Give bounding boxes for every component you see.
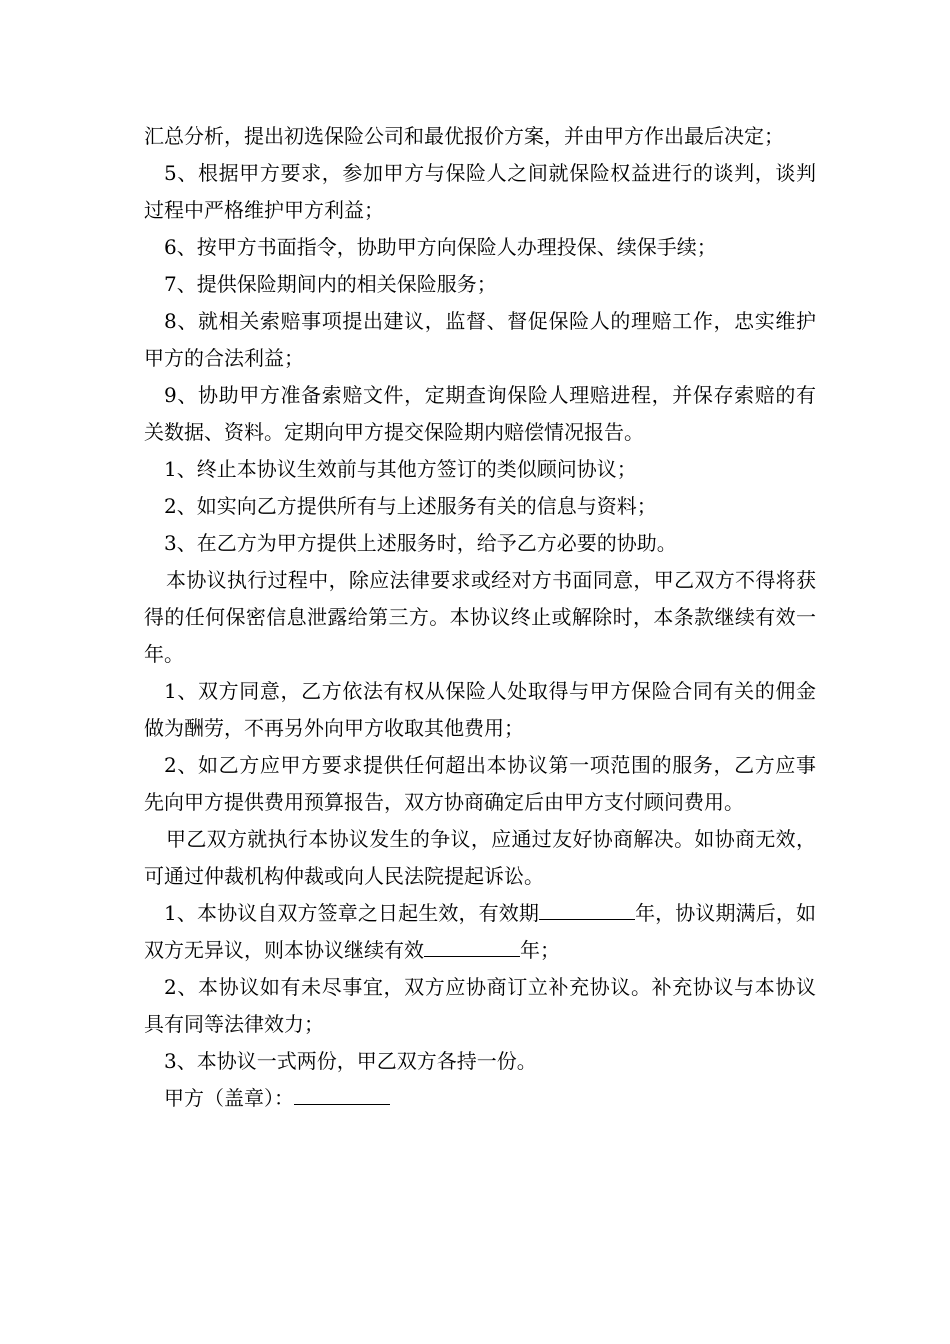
term-text-3: 年；	[520, 938, 560, 962]
paragraph-item-9: 9、协助甲方准备索赔文件，定期查询保险人理赔进程，并保存索赔的有关数据、资料。定期向甲方提交保险期内赔偿情况报告。	[144, 383, 816, 444]
paragraph-item-5: 5、根据甲方要求，参加甲方与保险人之间就保险权益进行的谈判，谈判过程中严格维护甲方利益；	[144, 161, 816, 222]
paragraph-confidentiality: 本协议执行过程中，除应法律要求或经对方书面同意，甲乙双方不得将获得的任何保密信息泄露给第三方。本协议终止或解除时，本条款继续有效一年。	[144, 568, 816, 666]
paragraph-obligation-2: 2、如实向乙方提供所有与上述服务有关的信息与资料；	[164, 494, 657, 518]
paragraph-item-8: 8、就相关索赔事项提出建议，监督、督促保险人的理赔工作，忠实维护甲方的合法利益；	[144, 309, 816, 370]
signature-label: 甲方（盖章）：	[164, 1086, 294, 1110]
paragraph-copies: 3、本协议一式两份，甲乙双方各持一份。	[164, 1049, 537, 1073]
paragraph-obligation-1: 1、终止本协议生效前与其他方签订的类似顾问协议；	[164, 457, 637, 481]
paragraph-continuation: 汇总分析，提出初选保险公司和最优报价方案，并由甲方作出最后决定；	[144, 124, 784, 148]
paragraph-supplement: 2、本协议如有未尽事宜，双方应协商订立补充协议。补充协议与本协议具有同等法律效力；	[144, 975, 816, 1036]
term-text-1: 1、本协议自双方签章之日起生效，有效期	[164, 901, 539, 925]
term-years-blank[interactable]	[539, 898, 635, 920]
paragraph-item-6: 6、按甲方书面指令，协助甲方向保险人办理投保、续保手续；	[164, 235, 717, 259]
paragraph-item-7: 7、提供保险期间内的相关保险服务；	[164, 272, 497, 296]
paragraph-term	[144, 895, 816, 969]
paragraph-dispute: 甲乙双方就执行本协议发生的争议，应通过友好协商解决。如协商无效，可通过仲裁机构仲裁或向人民法院提起诉讼。	[144, 827, 816, 888]
document-body	[144, 118, 816, 1117]
renewal-years-blank[interactable]	[424, 935, 520, 957]
term-text-2: 年，协议期满后，如双方无异议，则本协议继续有效	[144, 901, 817, 962]
paragraph-fee-1: 1、双方同意，乙方依法有权从保险人处取得与甲方保险合同有关的佣金做为酬劳，不再另外向甲方收取其他费用；	[144, 679, 816, 740]
signature-line	[144, 1080, 816, 1117]
signature-blank[interactable]	[294, 1083, 390, 1105]
paragraph-fee-2: 2、如乙方应甲方要求提供任何超出本协议第一项范围的服务，乙方应事先向甲方提供费用预算报告，双方协商确定后由甲方支付顾问费用。	[144, 753, 816, 814]
paragraph-obligation-3: 3、在乙方为甲方提供上述服务时，给予乙方必要的协助。	[164, 531, 677, 555]
